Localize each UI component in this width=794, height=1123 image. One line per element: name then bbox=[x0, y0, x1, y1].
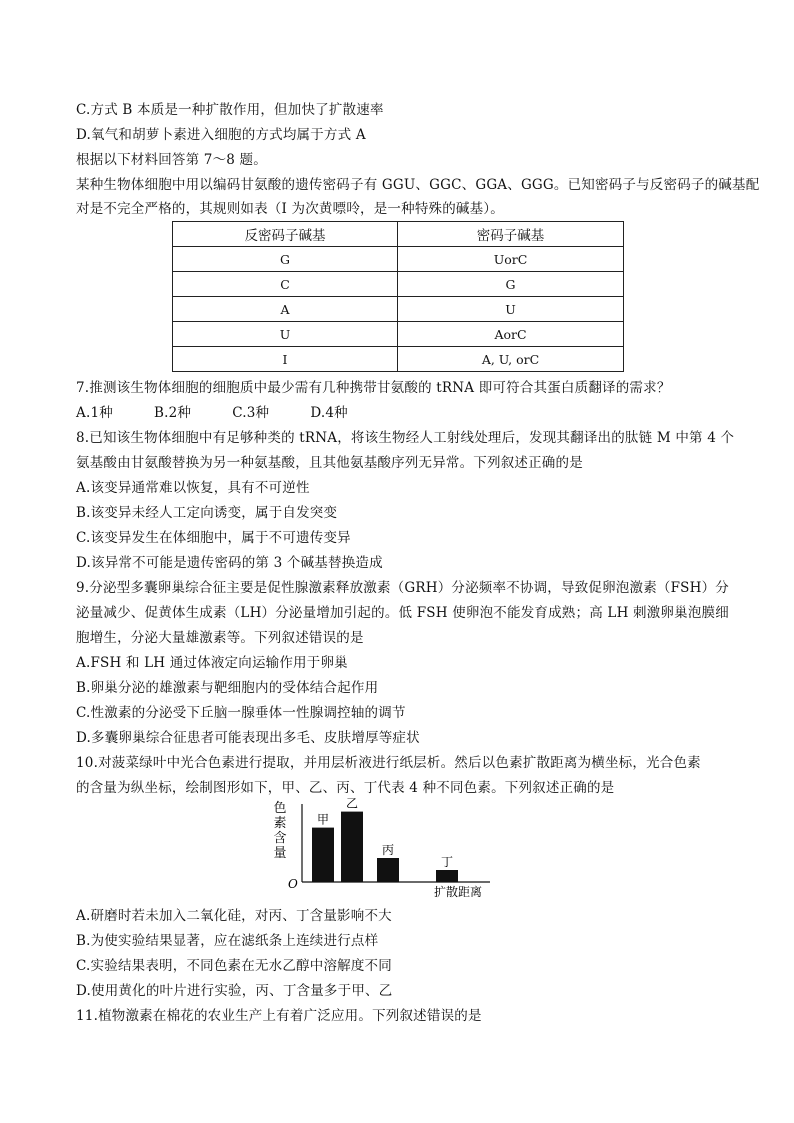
question-10-option-c: C.实验结果表明，不同色素在无水乙醇中溶解度不同 bbox=[76, 958, 392, 974]
question-8-option-a: A.该变异通常难以恢复，具有不可逆性 bbox=[76, 480, 310, 496]
bar-label-4: 丁 bbox=[440, 855, 454, 869]
table-row bbox=[173, 247, 624, 272]
question-9-line-1: 9.分泌型多囊卵巢综合征主要是促性腺激素释放激素（GRH）分泌频率不协调，导致促卵泡激素（FSH）分 bbox=[76, 580, 729, 596]
question-9-option-a: A.FSH 和 LH 通过体液定向运输作用于卵巢 bbox=[76, 655, 348, 671]
table-cell: G bbox=[173, 247, 398, 272]
question-10-option-a: A.研磨时若未加入二氧化硅，对丙、丁含量影响不大 bbox=[76, 908, 392, 924]
material-intro: 根据以下材料回答第 7～8 题。 bbox=[76, 152, 267, 168]
question-9-option-d: D.多囊卵巢综合征患者可能表现出多毛、皮肤增厚等症状 bbox=[76, 730, 420, 746]
table-cell: G bbox=[398, 272, 624, 297]
question-8-option-c: C.该变异发生在体细胞中，属于不可遗传变异 bbox=[76, 530, 351, 546]
question-10-option-b: B.为使实验结果显著，应在滤纸条上连续进行点样 bbox=[76, 933, 379, 949]
table-header: 反密码子碱基 bbox=[173, 222, 398, 247]
bar-4 bbox=[436, 870, 458, 882]
bar-label-3: 丙 bbox=[381, 843, 395, 857]
table-row bbox=[173, 322, 624, 347]
question-8-line-2: 氨基酸由甘氨酸替换为另一种氨基酸，且其他氨基酸序列无异常。下列叙述正确的是 bbox=[76, 455, 583, 471]
question-7-options: A.1种 B.2种 C.3种 D.4种 bbox=[76, 405, 348, 421]
question-10-option-d: D.使用黄化的叶片进行实验，丙、丁含量多于甲、乙 bbox=[76, 983, 393, 999]
table-cell: U bbox=[398, 297, 624, 322]
question-10-line-2: 的含量为纵坐标，绘制图形如下，甲、乙、丙、丁代表 4 种不同色素。下列叙述正确的是 bbox=[76, 780, 615, 796]
question-8-option-b: B.该变异未经人工定向诱变，属于自发突变 bbox=[76, 505, 338, 521]
question-8-line-1: 8.已知该生物体细胞中有足够种类的 tRNA，将该生物经人工射线处理后，发现其翻译出的肽链 M 中第 4 个 bbox=[76, 430, 735, 446]
bar-label-1: 甲 bbox=[316, 812, 330, 827]
origin-label: O bbox=[288, 877, 298, 891]
question-8-option-d: D.该异常不可能是遗传密码的第 3 个碱基替换造成 bbox=[76, 555, 383, 571]
question-9-option-b: B.卵巢分泌的雄激素与靶细胞内的受体结合起作用 bbox=[76, 680, 379, 696]
option-c-q6: C.方式 B 本质是一种扩散作用，但加快了扩散速率 bbox=[76, 102, 384, 118]
table-header: 密码子碱基 bbox=[398, 222, 624, 247]
material-text-2: 对是不完全严格的，其规则如表（I 为次黄嘌呤，是一种特殊的碱基）。 bbox=[76, 201, 504, 217]
table-cell: UorC bbox=[398, 247, 624, 272]
table-row bbox=[173, 347, 624, 372]
table-cell: U bbox=[173, 322, 398, 347]
question-9-line-3: 胞增生，分泌大量雄激素等。下列叙述错误的是 bbox=[76, 630, 364, 646]
bar-1 bbox=[312, 828, 334, 882]
question-9-option-c: C.性激素的分泌受下丘脑一腺垂体一性腺调控轴的调节 bbox=[76, 705, 406, 721]
option-d-q6: D.氧气和胡萝卜素进入细胞的方式均属于方式 A bbox=[76, 127, 366, 143]
bar-2 bbox=[341, 812, 363, 882]
y-axis-label: 色素含量 bbox=[273, 801, 287, 861]
bar-3 bbox=[377, 858, 399, 882]
question-10-line-1: 10.对菠菜绿叶中光合色素进行提取，并用层析液进行纸层析。然后以色素扩散距离为横坐标，光合色素 bbox=[76, 755, 701, 771]
table-row bbox=[173, 297, 624, 322]
question-7: 7.推测该生物体细胞的细胞质中最少需有几种携带甘氨酸的 tRNA 即可符合其蛋白质翻译的需求？ bbox=[76, 380, 671, 396]
table-cell: AorC bbox=[398, 322, 624, 347]
pigment-bar-chart bbox=[268, 796, 528, 900]
material-text-1: 某种生物体细胞中用以编码甘氨酸的遗传密码子有 GGU、GGC、GGA、GGG。已知密码子与反密码子的碱基配 bbox=[76, 177, 760, 193]
table-cell: C bbox=[173, 272, 398, 297]
codon-pairing-table bbox=[172, 221, 624, 372]
question-11: 11.植物激素在棉花的农业生产上有着广泛应用。下列叙述错误的是 bbox=[76, 1008, 482, 1024]
question-9-line-2: 泌量减少、促黄体生成素（LH）分泌量增加引起的。低 FSH 使卵泡不能发育成熟；高 LH 刺激卵巢泡膜细 bbox=[76, 605, 729, 621]
table-cell: A bbox=[173, 297, 398, 322]
table-cell: I bbox=[173, 347, 398, 372]
table-row bbox=[173, 272, 624, 297]
bar-label-2: 乙 bbox=[345, 796, 359, 811]
table-header-row bbox=[173, 222, 624, 247]
table-cell: A, U, orC bbox=[398, 347, 624, 372]
x-axis-label: 扩散距离 bbox=[433, 885, 483, 899]
